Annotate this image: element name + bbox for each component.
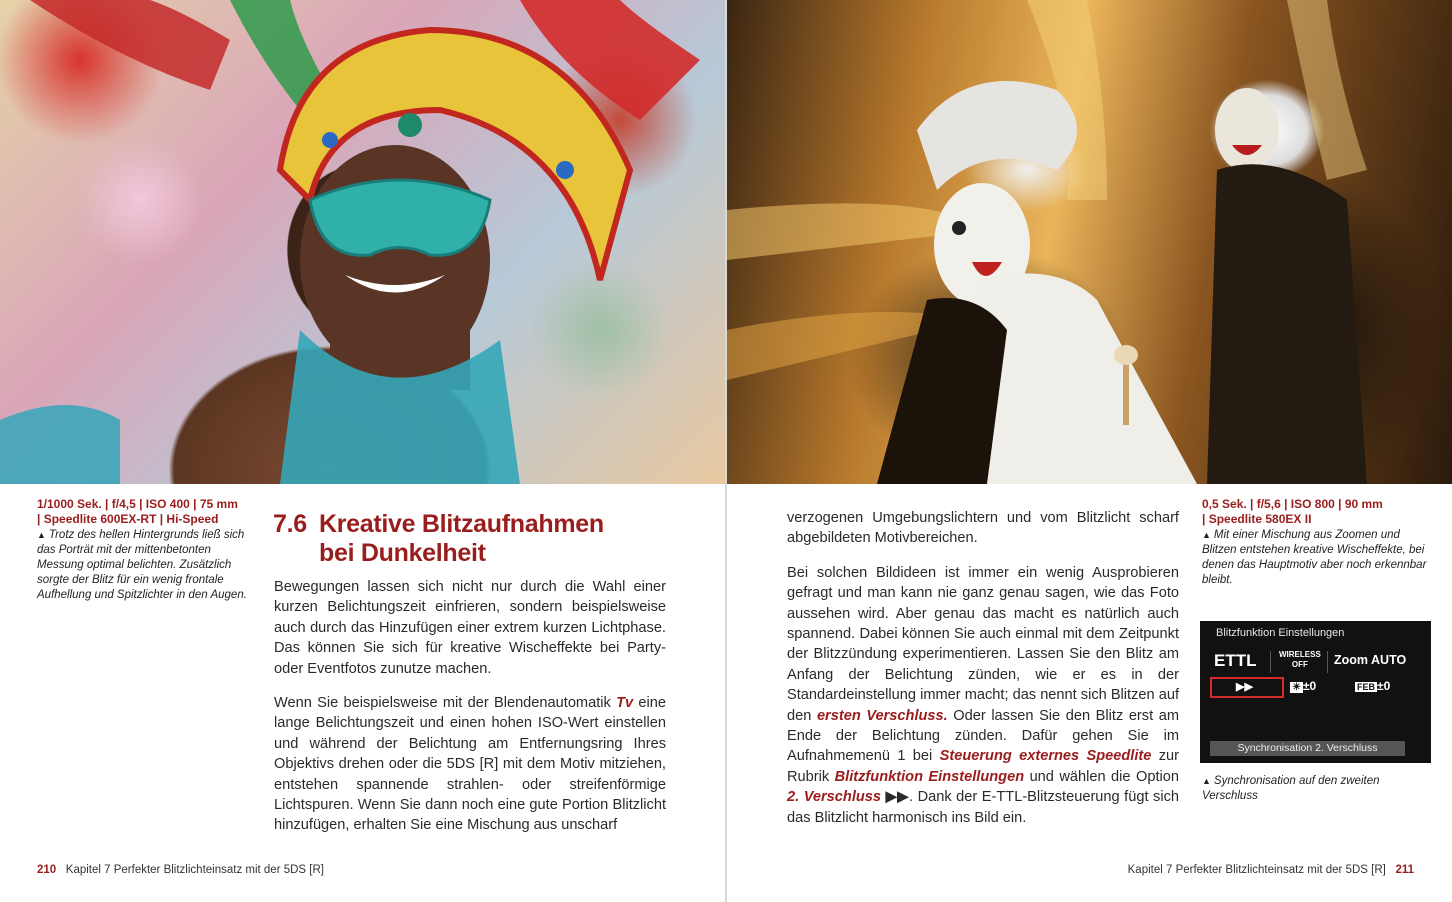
highlight-steuerung: Steuerung externes Speedlite (939, 748, 1152, 765)
caption-meta-line2: | Speedlite 600EX-RT | Hi-Speed (37, 512, 219, 526)
para2-part-b: Oder lassen Sie den Blitz erst am Ende der Belichtung zünden. Dafür gehen Sie im Aufnahmemenü 1 bei (787, 707, 1179, 765)
section-number: 7.6 (273, 510, 307, 538)
body-paragraph-1: Bewegungen lassen sich nicht nur durch die Wahl einer kurzen Belichtungszeit einfrieren, sondern beispielsweise auch durch das Hinzufügen einer extrem kurzen Lichtphase. Das können Sie sich für kreative Wischeffekte bei Party- oder Eventfotos zunutze machen. (274, 579, 666, 677)
body-paragraph-2 (274, 693, 666, 836)
zoom-setting: Zoom AUTO (1334, 653, 1407, 667)
photo-detail (0, 0, 725, 484)
running-footer: Kapitel 7 Perfekter Blitzlichteinsatz mit der 5DS [R] (1127, 864, 1386, 876)
rear-sync-icon: ▶▶ (1236, 681, 1253, 693)
right-body-text (787, 508, 1179, 842)
feb-icon: FEB (1357, 682, 1375, 692)
tv-mode-highlight: Tv (616, 695, 634, 712)
para2-part-d: und wählen die Option (1029, 768, 1179, 785)
wireless-value: OFF (1291, 660, 1308, 669)
body-paragraph-1: verzogenen Umgebungslichtern und vom Blitzlicht scharf abgebildeten Motivbereichen. (787, 510, 1179, 547)
triangle-up-icon: ▲ (1202, 530, 1211, 540)
photo-detail (727, 0, 1452, 484)
right-photo-caption (1202, 497, 1430, 588)
wireless-label: WIRELESS (1279, 650, 1321, 659)
para2-part-a: Bei solchen Bildideen ist immer ein wenig Ausprobieren gefragt und man kann nie ganz genau sagen, wie das Foto aussehen wird. Aber genau das macht es natürlich auch spannend. Dabei können Sie auch einmal mit dem Zeitpunkt der Blitzzündung experimentieren. Lassen Sie den Blitz am Anfang der Belichtung zünden, wie er es in der Standardeinstellung immer macht; das nennt sich Blitzen auf den (787, 564, 1179, 724)
body-paragraph-2 (787, 563, 1179, 828)
left-body-text (274, 577, 666, 850)
caption-description (1202, 528, 1430, 588)
divider (1270, 651, 1271, 673)
flash-comp-setting (1290, 679, 1316, 693)
feb-setting (1355, 679, 1390, 693)
left-page (0, 0, 725, 902)
caption-desc-text: Mit einer Mischung aus Zoomen und Blitzen entstehen kreative Wischeffekte, bei denen das Hauptmotiv aber noch erkennbar bleibt. (1202, 529, 1427, 586)
para2-part-c: zur Rubrik (787, 748, 1180, 785)
highlight-blitzfunktion: Blitzfunktion Einstellungen (834, 768, 1025, 785)
caption-meta (1202, 497, 1430, 527)
caption-meta-line2: | Speedlite 580EX II (1202, 512, 1312, 526)
heading-line1: Kreative Blitzaufnahmen (319, 510, 604, 538)
sync-mode-selected (1210, 677, 1284, 698)
ettl-setting: ETTL (1214, 651, 1257, 670)
para2-part-a: Wenn Sie beispielsweise mit der Blendenautomatik (274, 695, 611, 712)
caption-desc-text: Trotz des hellen Hintergrunds ließ sich das Porträt mit der mittenbetonten Messung optimal belichten. Zusätzlich sorgte der Blitz für ein wenig frontale Aufhellung und Spitzlichter in den Augen. (37, 529, 247, 601)
highlight-ersten-verschluss: ersten Verschluss. (816, 707, 948, 724)
caption-description (1202, 774, 1430, 804)
caption-meta-line1: 1/1000 Sek. | f/4,5 | ISO 400 | 75 mm (37, 497, 238, 511)
carnival-clowns-photo (727, 0, 1452, 484)
section-heading (273, 510, 604, 568)
sync-status-bar: Synchronisation 2. Verschluss (1210, 741, 1405, 756)
screen-caption (1202, 773, 1430, 804)
right-page (727, 0, 1452, 902)
wireless-setting (1279, 650, 1321, 670)
camera-menu-title: Blitzfunktion Einstellungen (1216, 627, 1345, 639)
flash-comp-icon: ☀ (1292, 682, 1301, 693)
left-photo-caption (37, 497, 252, 603)
caption-meta-line1: 0,5 Sek. | f/5,6 | ISO 800 | 90 mm (1202, 497, 1383, 511)
left-footer (37, 864, 324, 876)
carnival-dancer-photo (0, 0, 725, 484)
page-number: 211 (1395, 864, 1414, 876)
para2-part-e: . Dank der E-TTL-Blitzsteuerung fügt sich das Blitzlicht harmonisch ins Bild ein. (787, 789, 1180, 826)
right-footer (1128, 864, 1414, 876)
heading-line2: bei Dunkelheit (319, 539, 486, 567)
screen-caption-text: Synchronisation auf den zweiten Verschluss (1202, 775, 1380, 802)
caption-meta (37, 497, 252, 527)
page-number: 210 (37, 864, 57, 876)
divider (1327, 651, 1328, 673)
triangle-up-icon: ▲ (1202, 776, 1211, 786)
flash-comp-value: ±0 (1302, 679, 1317, 693)
feb-value: ±0 (1377, 679, 1391, 693)
highlight-2-verschluss: 2. Verschluss (787, 789, 882, 806)
triangle-up-icon: ▲ (37, 530, 46, 540)
camera-menu-screenshot (1200, 621, 1431, 763)
running-footer: Kapitel 7 Perfekter Blitzlichteinsatz mit der 5DS [R] (65, 864, 324, 876)
para2-part-b: eine lange Belichtungszeit und einen hohen ISO-Wert einstellen und während der Belichtung am Entfernungsring Ihres Objektivs drehen oder die 5DS [R] mit dem Motiv mitziehen, entstehen spannende strahlen- oder streifenförmige Lichtspuren. Wenn Sie dann noch eine gute Portion Blitzlicht hinzufügen, erhalten Sie eine Mischung aus unscharf (274, 695, 666, 834)
caption-description (37, 528, 252, 603)
rear-sync-icon: ▶▶ (885, 789, 909, 806)
